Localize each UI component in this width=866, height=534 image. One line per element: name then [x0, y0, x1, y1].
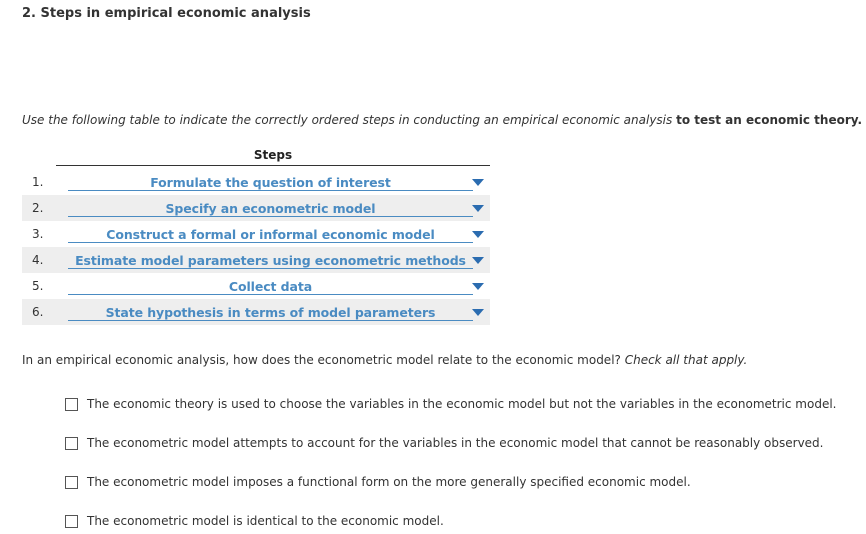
step-5-selected-value: Collect data	[228, 279, 313, 294]
step-2-selected-value: Specify an econometric model	[165, 201, 376, 216]
dropdown-underline	[68, 216, 473, 217]
option-label[interactable]: The econometric model imposes a functional form on the more generally specified economic model.	[87, 475, 691, 489]
step-number: 1.	[32, 175, 44, 189]
step-row-1	[22, 169, 490, 195]
step-2-dropdown[interactable]	[68, 196, 488, 218]
step-1-selected-value: Formulate the question of interest	[150, 175, 391, 190]
checkbox-icon[interactable]	[65, 515, 78, 528]
question-prompt	[22, 353, 747, 367]
step-number: 2.	[32, 201, 44, 215]
instructions-emphasis: to test an economic theory.	[676, 113, 863, 127]
section-title: 2. Steps in empirical economic analysis	[22, 6, 311, 21]
step-row-2	[22, 195, 490, 221]
step-row-6	[22, 299, 490, 325]
step-number: 4.	[32, 253, 44, 267]
dropdown-underline	[68, 190, 473, 191]
step-number: 5.	[32, 279, 44, 293]
step-5-dropdown[interactable]	[68, 274, 488, 296]
dropdown-underline	[68, 242, 473, 243]
step-row-3	[22, 221, 490, 247]
step-row-4	[22, 247, 490, 273]
question-hint: Check all that apply.	[624, 353, 748, 367]
step-4-dropdown[interactable]	[68, 248, 488, 270]
option-label[interactable]: The economic theory is used to choose the variables in the economic model but not the variables in the econometric model.	[87, 397, 837, 411]
triangle-down-icon[interactable]	[472, 257, 484, 264]
triangle-down-icon[interactable]	[472, 179, 484, 186]
instructions-text: Use the following table to indicate the correctly ordered steps in conducting an empirical economic analysis	[22, 113, 677, 127]
step-3-dropdown[interactable]	[68, 222, 488, 244]
checkbox-icon[interactable]	[65, 476, 78, 489]
steps-header-rule	[56, 165, 490, 166]
step-number: 6.	[32, 305, 44, 319]
option-label[interactable]: The econometric model is identical to the economic model.	[87, 514, 444, 528]
step-6-dropdown[interactable]	[68, 300, 488, 322]
instructions	[22, 113, 862, 127]
steps-header: Steps	[253, 148, 293, 162]
question-text: In an empirical economic analysis, how does the econometric model relate to the economic model?	[22, 353, 625, 367]
step-3-selected-value: Construct a formal or informal economic model	[106, 227, 435, 242]
triangle-down-icon[interactable]	[472, 309, 484, 316]
step-row-5	[22, 273, 490, 299]
dropdown-underline	[68, 320, 473, 321]
step-number: 3.	[32, 227, 44, 241]
step-1-dropdown[interactable]	[68, 170, 488, 192]
step-6-selected-value: State hypothesis in terms of model parameters	[105, 305, 436, 320]
option-label[interactable]: The econometric model attempts to account for the variables in the economic model that cannot be reasonably observed.	[87, 436, 824, 450]
step-4-selected-value: Estimate model parameters using econometric methods	[75, 253, 466, 268]
checkbox-icon[interactable]	[65, 437, 78, 450]
triangle-down-icon[interactable]	[472, 283, 484, 290]
checkbox-icon[interactable]	[65, 398, 78, 411]
dropdown-underline	[68, 268, 473, 269]
triangle-down-icon[interactable]	[472, 205, 484, 212]
dropdown-underline	[68, 294, 473, 295]
triangle-down-icon[interactable]	[472, 231, 484, 238]
